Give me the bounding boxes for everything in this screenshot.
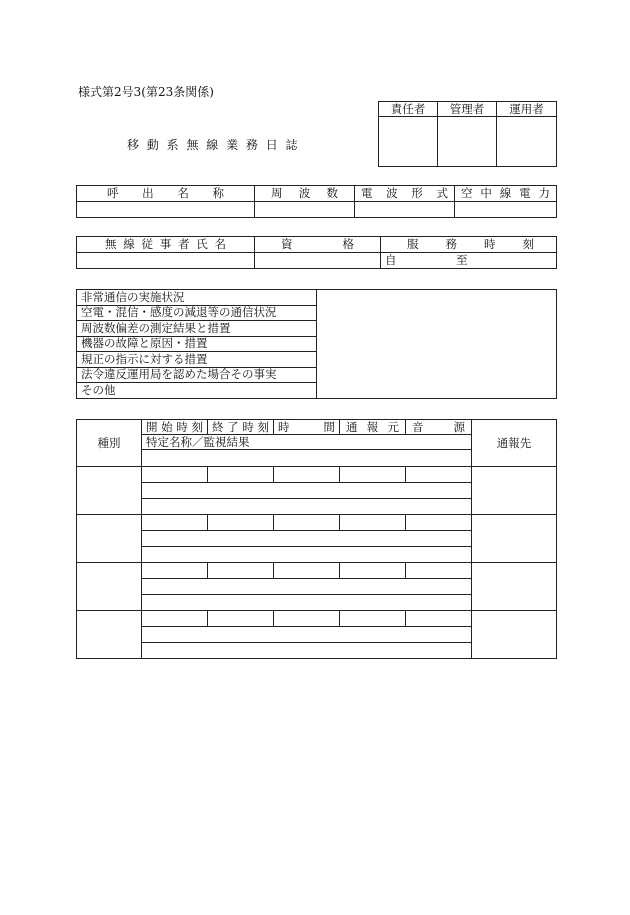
entry-end-cell[interactable]: [208, 563, 274, 579]
entry-start-cell[interactable]: [142, 467, 208, 483]
status-item-violation: 法令違反運用局を認めた場合その事実: [77, 367, 317, 383]
entry-type-cell[interactable]: [77, 563, 142, 611]
station-table: [76, 185, 557, 218]
entry-start-cell[interactable]: [142, 563, 208, 579]
service-time-header: 服 務 時 刻: [381, 237, 557, 253]
entry-report-to-cell[interactable]: [472, 563, 557, 611]
antenna-power-header: 空 中 線 電 力: [455, 186, 557, 202]
entry-duration-cell[interactable]: [274, 611, 340, 627]
page-title: 移 動 系 無 線 業 務 日 誌: [127, 138, 300, 152]
entry-type-cell[interactable]: [77, 515, 142, 563]
status-table: [76, 289, 557, 399]
entry-monitor-result-cell[interactable]: [142, 595, 472, 611]
call-sign-cell[interactable]: [77, 202, 255, 218]
approval-cell-operator[interactable]: [497, 117, 557, 167]
sound-source-header: 音 源: [406, 420, 472, 435]
qualification-header: 資 格: [255, 237, 381, 253]
form-number: 様式第2号3(第23条関係): [78, 85, 214, 99]
status-item-other: その他: [77, 383, 317, 399]
report-to-header: 通報先: [472, 420, 557, 467]
entry-specific-name-cell[interactable]: [142, 579, 472, 595]
entry-specific-name-cell[interactable]: [142, 531, 472, 547]
call-sign-header: 呼 出 名 称: [77, 186, 255, 202]
entry-source-cell[interactable]: [406, 611, 472, 627]
status-notes-cell[interactable]: [317, 290, 557, 399]
emission-type-cell[interactable]: [355, 202, 455, 218]
status-item-correction: 規正の指示に対する措置: [77, 352, 317, 368]
duration-header: 時 間: [274, 420, 340, 435]
entry-source-cell[interactable]: [406, 515, 472, 531]
entry-end-cell[interactable]: [208, 467, 274, 483]
operator-name-cell[interactable]: [77, 253, 255, 269]
status-item-frequency-deviation: 周波数偏差の測定結果と措置: [77, 321, 317, 337]
approval-header-responsible: 責任者: [379, 102, 438, 117]
specific-name-header: 特定名称／監視結果: [142, 435, 472, 450]
entry-reporter-cell[interactable]: [340, 515, 406, 531]
status-item-equipment-failure: 機器の故障と原因・措置: [77, 336, 317, 352]
entry-reporter-cell[interactable]: [340, 467, 406, 483]
emission-type-header: 電 波 形 式: [355, 186, 455, 202]
entry-reporter-cell[interactable]: [340, 563, 406, 579]
entry-end-cell[interactable]: [208, 515, 274, 531]
entry-report-to-cell[interactable]: [472, 467, 557, 515]
start-time-header: 開 始 時 刻: [142, 420, 208, 435]
operator-table: [76, 236, 557, 269]
frequency-header: 周 波 数: [255, 186, 355, 202]
reporter-header: 通 報 元: [340, 420, 406, 435]
header-blank-row: [142, 450, 472, 467]
log-table: [76, 419, 557, 659]
service-time-cell[interactable]: [381, 253, 557, 269]
service-from-label: 自: [385, 253, 397, 267]
service-to-label: 至: [456, 253, 468, 267]
end-time-header: 終 了 時 刻: [208, 420, 274, 435]
entry-report-to-cell[interactable]: [472, 611, 557, 659]
approval-header-operator: 運用者: [497, 102, 557, 117]
approval-cell-manager[interactable]: [438, 117, 497, 167]
entry-start-cell[interactable]: [142, 515, 208, 531]
entry-specific-name-cell[interactable]: [142, 627, 472, 643]
entry-start-cell[interactable]: [142, 611, 208, 627]
operator-name-header: 無 線 従 事 者 氏 名: [77, 237, 255, 253]
status-item-emergency: 非常通信の実施状況: [77, 290, 317, 306]
entry-duration-cell[interactable]: [274, 467, 340, 483]
approval-cell-responsible[interactable]: [379, 117, 438, 167]
antenna-power-cell[interactable]: [455, 202, 557, 218]
entry-duration-cell[interactable]: [274, 563, 340, 579]
entry-report-to-cell[interactable]: [472, 515, 557, 563]
qualification-cell[interactable]: [255, 253, 381, 269]
entry-type-cell[interactable]: [77, 467, 142, 515]
entry-reporter-cell[interactable]: [340, 611, 406, 627]
entry-source-cell[interactable]: [406, 467, 472, 483]
approval-header-manager: 管理者: [438, 102, 497, 117]
entry-source-cell[interactable]: [406, 563, 472, 579]
entry-monitor-result-cell[interactable]: [142, 643, 472, 659]
frequency-cell[interactable]: [255, 202, 355, 218]
status-item-interference: 空電・混信・感度の減退等の通信状況: [77, 305, 317, 321]
type-header: 種別: [77, 420, 142, 467]
entry-duration-cell[interactable]: [274, 515, 340, 531]
entry-monitor-result-cell[interactable]: [142, 547, 472, 563]
entry-specific-name-cell[interactable]: [142, 483, 472, 499]
entry-type-cell[interactable]: [77, 611, 142, 659]
entry-end-cell[interactable]: [208, 611, 274, 627]
approval-table: [378, 101, 557, 167]
entry-monitor-result-cell[interactable]: [142, 499, 472, 515]
